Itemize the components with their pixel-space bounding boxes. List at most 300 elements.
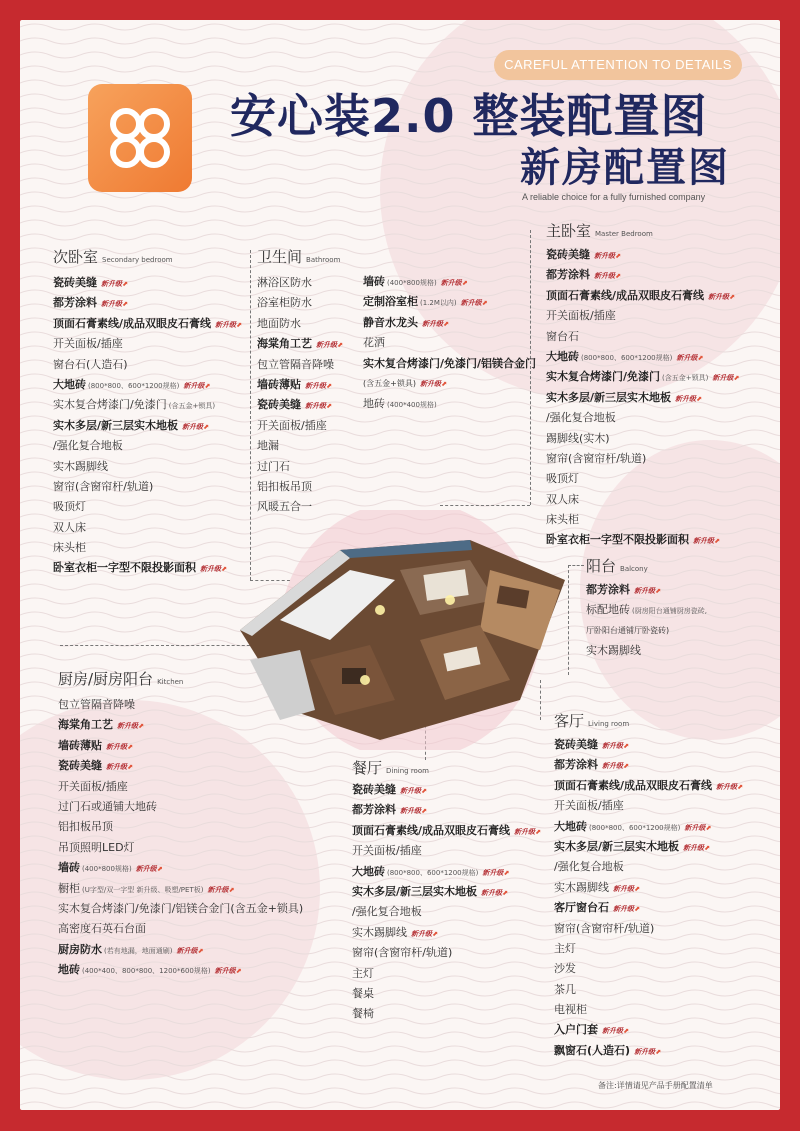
list-item	[53, 375, 242, 395]
section-living-room	[554, 710, 743, 1061]
arrow-up-icon: ⬈	[337, 341, 343, 350]
item-text: 地面防水	[257, 316, 301, 330]
list-item	[257, 334, 343, 354]
upgrade-badge: 新升级⬈	[101, 300, 128, 309]
list-item	[546, 265, 739, 285]
item-text: 开关面板/插座	[546, 309, 616, 323]
item-text: 定制浴室柜	[363, 295, 418, 309]
poster	[20, 20, 780, 1110]
upgrade-badge: 新升级⬈	[634, 1047, 661, 1056]
upgrade-badge: 新升级⬈	[215, 320, 242, 329]
item-text: 大地砖	[546, 349, 579, 363]
list-item	[352, 923, 541, 943]
section-bathroom	[257, 246, 343, 518]
upgrade-badge: 新升级⬈	[634, 587, 661, 595]
item-text: 顶面石膏素线/成品双眼皮石膏线	[53, 316, 212, 330]
item-text: 窗帘(含窗帘杆/轨道)	[53, 479, 154, 493]
upgrade-badge: 新升级⬈	[683, 843, 710, 852]
section-title-cn: 厨房/厨房阳台	[58, 670, 154, 688]
item-text: 地砖	[58, 963, 80, 977]
item-text: 窗帘(含窗帘杆/轨道)	[546, 451, 647, 465]
item-text: 厅卧阳台通铺厅卧瓷砖)	[586, 625, 670, 635]
arrow-up-icon: ⬈	[623, 1027, 629, 1036]
section-title-en: Secondary bedroom	[102, 256, 173, 264]
upgrade-badge: 新升级⬈	[613, 884, 640, 893]
item-text: /强化复合地板	[352, 905, 422, 919]
list-item	[257, 314, 343, 334]
list-item	[58, 960, 303, 980]
item-text: 顶面石膏素线/成品双眼皮石膏线	[352, 823, 511, 837]
list-item	[546, 388, 739, 408]
list-item	[352, 862, 541, 882]
sub-title: 新房配置图	[520, 145, 730, 191]
arrow-up-icon: ⬈	[623, 762, 629, 771]
upgrade-badge: 新升级⬈	[675, 394, 702, 403]
item-text: 实木复合烤漆门/免漆门/铝镁合金门	[363, 356, 537, 370]
item-text: 床头柜	[53, 541, 86, 555]
arrow-up-icon: ⬈	[502, 888, 508, 897]
upgrade-badge: 新升级⬈	[207, 885, 235, 894]
section-title-en: Dining room	[386, 767, 429, 775]
item-text: 餐椅	[352, 1007, 374, 1021]
item-note: (U字型/双一字型 新升级、吸塑/PET板)	[82, 885, 204, 894]
item-text: 地砖	[363, 397, 385, 411]
item-text: 吸顶灯	[546, 472, 579, 486]
list-item	[586, 580, 707, 600]
list-item	[53, 395, 242, 415]
item-text: 墙砖	[58, 861, 80, 875]
upgrade-badge: 新升级⬈	[514, 827, 541, 836]
item-text: 淋浴区防水	[257, 276, 312, 289]
item-text: 入户门套	[554, 1023, 598, 1037]
item-text: 实木复合烤漆门/免漆门	[53, 398, 167, 412]
list-item	[554, 817, 743, 837]
arrow-up-icon: ⬈	[634, 884, 640, 893]
section-dining	[352, 757, 541, 1025]
item-text: 橱柜	[58, 881, 80, 895]
main-title: 安心装2.0 整装配置图	[230, 89, 708, 143]
upgrade-badge: 新升级⬈	[214, 967, 242, 976]
item-text: 大地砖	[53, 377, 86, 391]
arrow-up-icon: ⬈	[440, 379, 447, 388]
list-item	[352, 821, 541, 841]
section-title	[546, 220, 739, 241]
item-text: 开关面板/插座	[554, 799, 624, 813]
arrow-up-icon: ⬈	[733, 374, 740, 383]
item-text: 窗台石	[546, 329, 579, 343]
list-item	[58, 777, 303, 797]
item-text: 餐桌	[352, 986, 374, 1000]
list-item	[257, 477, 343, 497]
upgrade-badge: 新升级⬈	[135, 865, 163, 874]
upgrade-badge: 新升级⬈	[602, 1027, 629, 1036]
item-text: 吸顶灯	[53, 500, 86, 514]
list-item	[53, 518, 242, 538]
section-title-cn: 餐厅	[352, 759, 383, 777]
item-text: 静音水龙头	[363, 315, 418, 329]
list-item	[58, 797, 303, 817]
item-list	[546, 245, 739, 551]
arrow-up-icon: ⬈	[535, 827, 541, 836]
list-item	[554, 796, 743, 816]
arrow-up-icon: ⬈	[156, 865, 163, 874]
upgrade-badge: 新升级⬈	[602, 762, 629, 771]
arrow-up-icon: ⬈	[729, 292, 735, 301]
list-item	[257, 273, 343, 293]
upgrade-badge: 新升级⬈	[684, 823, 712, 832]
upgrade-badge: 新升级⬈	[101, 280, 128, 288]
item-text: 顶面石膏素线/成品双眼皮石膏线	[554, 778, 713, 792]
item-text: 实木多层/新三层实木地板	[53, 418, 179, 432]
list-item	[554, 939, 743, 959]
clover-icon	[88, 84, 192, 192]
list-item	[53, 497, 242, 517]
arrow-up-icon: ⬈	[138, 722, 144, 731]
item-text: 踢脚线(实木)	[546, 431, 610, 445]
list-item	[58, 756, 303, 776]
item-text: 实木多层/新三层实木地板	[546, 390, 672, 404]
upgrade-badge: 新升级⬈	[602, 742, 629, 750]
item-text: 客厅窗台石	[554, 901, 609, 915]
section-balcony	[586, 555, 707, 662]
item-text: 铝扣板吊顶	[58, 820, 113, 834]
list-item	[363, 394, 536, 414]
item-list	[363, 272, 536, 415]
upgrade-badge: 新升级⬈	[411, 929, 438, 938]
arrow-up-icon: ⬈	[461, 279, 468, 287]
item-note: (含五金+锁具)	[168, 402, 216, 411]
list-item	[554, 878, 743, 898]
list-item	[554, 1020, 743, 1040]
list-item	[257, 355, 343, 375]
list-item	[363, 374, 536, 394]
list-item	[352, 984, 541, 1004]
upgrade-badge: 新升级⬈	[440, 279, 468, 287]
upgrade-badge: 新升级⬈	[182, 422, 209, 431]
item-text: 实木复合烤漆门/免漆门/铝镁合金门(含五金+锁具)	[58, 901, 304, 915]
item-text: 浴室柜防水	[257, 296, 312, 310]
list-item	[257, 293, 343, 313]
item-text: 风暖五合一	[257, 500, 312, 514]
list-item	[546, 469, 739, 489]
item-text: 墙砖薄贴	[58, 738, 102, 752]
item-text: 高密度石英石台面	[58, 922, 146, 936]
section-title-en: Balcony	[620, 565, 648, 573]
arrow-up-icon: ⬈	[503, 868, 510, 877]
item-text: 标配地砖	[586, 603, 630, 617]
arrow-up-icon: ⬈	[326, 402, 332, 411]
item-note: (800*800、600*1200规格)	[88, 381, 180, 390]
list-item	[546, 245, 739, 265]
arrow-up-icon: ⬈	[697, 353, 704, 362]
list-item	[546, 367, 739, 387]
item-text: 床头柜	[546, 513, 579, 527]
list-item	[58, 879, 303, 899]
arrow-up-icon: ⬈	[228, 885, 235, 894]
item-text: 实木多层/新三层实木地板	[352, 884, 478, 898]
tagline: CAREFUL ATTENTION TO DETAILS	[494, 50, 742, 80]
item-note: (800*800、600*1200规格)	[581, 353, 673, 362]
item-note: (400*800规格)	[387, 279, 437, 287]
list-item	[363, 333, 536, 353]
item-text: 电视柜	[554, 1003, 587, 1017]
list-item	[546, 408, 739, 428]
list-item	[352, 1004, 541, 1024]
arrow-up-icon: ⬈	[432, 929, 438, 938]
item-text: 瓷砖美缝	[352, 783, 396, 796]
list-item	[58, 899, 303, 919]
arrow-up-icon: ⬈	[122, 280, 128, 288]
item-text: 沙发	[554, 962, 576, 976]
item-list	[352, 780, 541, 1025]
list-item	[363, 292, 536, 312]
item-note: (400*400、800*800、1200*600规格)	[82, 967, 211, 976]
list-item	[546, 306, 739, 326]
list-item	[58, 858, 303, 878]
connector-line	[440, 505, 530, 506]
arrow-up-icon: ⬈	[615, 252, 621, 260]
item-text: 都芳涂料	[352, 803, 396, 817]
list-item	[58, 940, 303, 960]
item-text: 吊顶照明LED灯	[58, 840, 135, 854]
list-item	[58, 817, 303, 837]
list-item	[257, 497, 343, 517]
list-item	[546, 327, 739, 347]
arrow-up-icon: ⬈	[655, 1047, 661, 1056]
arrow-up-icon: ⬈	[623, 742, 629, 750]
item-list	[53, 273, 242, 579]
item-text: 窗帘(含窗帘杆/轨道)	[352, 946, 453, 960]
arrow-up-icon: ⬈	[443, 319, 449, 328]
item-text: 窗台石(人造石)	[53, 357, 128, 371]
item-text: 开关面板/插座	[53, 337, 123, 351]
item-text: /强化复合地板	[53, 439, 123, 453]
list-item	[352, 882, 541, 902]
list-item	[554, 857, 743, 877]
english-subtitle: A reliable choice for a fully furnished company	[522, 192, 706, 202]
list-item	[586, 621, 707, 641]
list-item	[554, 898, 743, 918]
list-item	[58, 838, 303, 858]
section-title	[257, 246, 343, 267]
arrow-up-icon: ⬈	[122, 300, 128, 309]
arrow-up-icon: ⬈	[421, 787, 427, 795]
list-item	[352, 902, 541, 922]
upgrade-badge: 新升级⬈	[419, 379, 447, 388]
section-title	[53, 246, 242, 267]
list-item	[586, 600, 707, 620]
list-item	[554, 837, 743, 857]
list-item	[554, 1000, 743, 1020]
item-text: 飘窗石(人造石)	[554, 1043, 631, 1057]
item-text: 都芳涂料	[53, 296, 97, 310]
upgrade-badge: 新升级⬈	[693, 537, 720, 546]
upgrade-badge: 新升级⬈	[482, 868, 510, 877]
arrow-up-icon: ⬈	[704, 843, 710, 852]
list-item	[352, 943, 541, 963]
section-title	[586, 555, 707, 576]
upgrade-badge: 新升级⬈	[400, 807, 427, 816]
arrow-up-icon: ⬈	[203, 422, 209, 431]
list-item	[554, 1041, 743, 1061]
item-note: (1.2M以内)	[420, 299, 457, 308]
arrow-up-icon: ⬈	[326, 381, 332, 390]
item-list	[58, 695, 303, 980]
item-note: (厨房阳台通铺厨房瓷砖,	[632, 607, 707, 616]
list-item	[53, 416, 242, 436]
item-text: 过门石或通铺大地砖	[58, 799, 157, 813]
item-text: 实木踢脚线	[586, 644, 641, 658]
item-text: 都芳涂料	[586, 583, 630, 596]
list-item	[53, 314, 242, 334]
item-text: 过门石	[257, 459, 290, 473]
list-item	[53, 558, 242, 578]
list-item	[554, 980, 743, 1000]
upgrade-badge: 新升级⬈	[481, 888, 508, 897]
item-text: 顶面石膏素线/成品双眼皮石膏线	[546, 288, 705, 302]
upgrade-badge: 新升级⬈	[305, 402, 332, 411]
section-title-en: Master Bedroom	[595, 230, 653, 238]
item-note: (含五金+锁具)	[662, 374, 709, 383]
upgrade-badge: 新升级⬈	[613, 905, 640, 914]
section-master-bedroom	[546, 220, 739, 551]
item-text: 瓷砖美缝	[546, 248, 590, 261]
list-item	[546, 510, 739, 530]
item-text: 墙砖薄贴	[257, 377, 301, 391]
section-title-en: Kitchen	[157, 678, 184, 686]
upgrade-badge: 新升级⬈	[117, 722, 144, 731]
upgrade-badge: 新升级⬈	[316, 341, 343, 350]
item-text: 包立管隔音降噪	[257, 357, 334, 371]
section-title-cn: 主卧室	[546, 222, 592, 240]
list-item	[363, 272, 536, 292]
item-text: (含五金+锁具)	[363, 378, 416, 388]
item-note: (400*800规格)	[82, 865, 132, 874]
list-item	[363, 313, 536, 333]
item-text: 开关面板/插座	[352, 844, 422, 858]
section-title-cn: 阳台	[586, 557, 617, 575]
arrow-up-icon: ⬈	[481, 299, 488, 308]
upgrade-badge: 新升级⬈	[400, 787, 427, 795]
item-text: 实木多层/新三层实木地板	[554, 839, 680, 853]
item-text: 大地砖	[352, 864, 385, 878]
list-item	[53, 355, 242, 375]
item-text: 都芳涂料	[554, 758, 598, 772]
section-secondary-bedroom	[53, 246, 242, 579]
item-text: 茶几	[554, 982, 576, 996]
upgrade-badge: 新升级⬈	[594, 272, 621, 281]
item-text: 铝扣板吊顶	[257, 479, 312, 493]
upgrade-badge: 新升级⬈	[708, 292, 735, 301]
arrow-up-icon: ⬈	[127, 763, 133, 772]
section-title	[352, 757, 541, 778]
list-item	[352, 800, 541, 820]
section-title-cn: 客厅	[554, 712, 585, 730]
list-item	[546, 490, 739, 510]
upgrade-badge: 新升级⬈	[200, 565, 227, 574]
upgrade-badge: 新升级⬈	[176, 946, 204, 955]
arrow-up-icon: ⬈	[634, 905, 640, 914]
item-text: 卧室衣柜一字型不限投影面积	[546, 533, 689, 547]
list-item	[58, 715, 303, 735]
list-item	[554, 776, 743, 796]
item-list	[554, 735, 743, 1061]
item-text: 地漏	[257, 439, 279, 453]
arrow-up-icon: ⬈	[197, 946, 204, 955]
item-list	[586, 580, 707, 662]
list-item	[53, 293, 242, 313]
list-item	[53, 538, 242, 558]
item-text: 厨房防水	[58, 942, 102, 956]
arrow-up-icon: ⬈	[705, 823, 712, 832]
list-item	[58, 695, 303, 715]
list-item	[257, 457, 343, 477]
list-item	[352, 841, 541, 861]
item-text: 瓷砖美缝	[257, 398, 301, 412]
list-item	[554, 755, 743, 775]
item-text: 墙砖	[363, 275, 385, 288]
upgrade-badge: 新升级⬈	[422, 319, 449, 328]
item-text: 双人床	[53, 520, 86, 534]
arrow-up-icon: ⬈	[204, 381, 211, 390]
brand-logo	[88, 84, 192, 192]
item-text: 海棠角工艺	[257, 337, 312, 351]
section-title-en: Bathroom	[306, 256, 341, 264]
section-title-cn: 次卧室	[53, 248, 99, 266]
list-item	[546, 286, 739, 306]
list-item	[257, 395, 343, 415]
list-item	[546, 449, 739, 469]
section-title-en: Living room	[588, 720, 630, 728]
item-list	[257, 273, 343, 518]
item-note: (400*400规格)	[387, 401, 437, 410]
list-item	[53, 273, 242, 293]
item-text: 实木复合烤漆门/免漆门	[546, 370, 661, 384]
upgrade-badge: 新升级⬈	[106, 742, 133, 751]
item-text: 实木踢脚线	[554, 880, 609, 894]
footnote: 备注:详情请见产品手册配置清单	[598, 1081, 713, 1090]
arrow-up-icon: ⬈	[737, 782, 743, 791]
item-text: 开关面板/插座	[58, 779, 128, 793]
upgrade-badge: 新升级⬈	[716, 782, 743, 791]
item-note: (若有地漏，地面通刷)	[104, 946, 173, 955]
item-text: 主灯	[554, 941, 576, 955]
list-item	[546, 347, 739, 367]
list-item	[58, 919, 303, 939]
item-text: 实木踢脚线	[352, 925, 407, 939]
item-text: 瓷砖美缝	[53, 276, 97, 289]
upgrade-badge: 新升级⬈	[594, 252, 621, 260]
list-item	[352, 964, 541, 984]
item-text: /强化复合地板	[554, 860, 624, 874]
list-item	[554, 959, 743, 979]
item-text: 都芳涂料	[546, 268, 590, 282]
list-item	[53, 477, 242, 497]
item-text: 实木踢脚线	[53, 459, 108, 473]
section-bathroom-col2	[363, 272, 536, 415]
list-item	[546, 429, 739, 449]
upgrade-badge: 新升级⬈	[712, 374, 740, 383]
arrow-up-icon: ⬈	[221, 565, 227, 574]
item-text: 海棠角工艺	[58, 718, 113, 732]
list-item	[586, 641, 707, 661]
list-item	[554, 919, 743, 939]
section-kitchen	[58, 668, 303, 980]
arrow-up-icon: ⬈	[421, 807, 427, 816]
list-item	[53, 436, 242, 456]
upgrade-badge: 新升级⬈	[676, 353, 704, 362]
item-text: 开关面板/插座	[257, 418, 327, 432]
